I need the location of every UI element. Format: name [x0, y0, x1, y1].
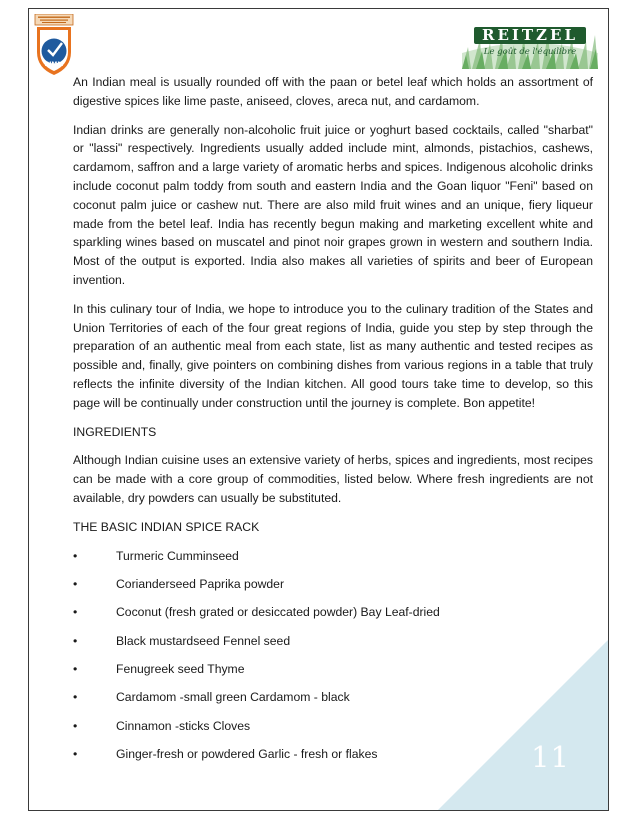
institute-logo — [33, 14, 75, 76]
bullet: • — [73, 690, 78, 705]
bullet: • — [73, 605, 78, 620]
bullet: • — [73, 747, 78, 762]
list-item — [73, 717, 593, 745]
spice-item: Corianderseed Paprika powder — [116, 576, 285, 591]
page-number: 11 — [531, 740, 570, 774]
list-item — [73, 575, 593, 603]
spice-item: Coconut (fresh grated or desiccated powder) Bay Leaf-dried — [116, 605, 440, 620]
bullet: • — [73, 718, 78, 733]
list-item — [73, 632, 593, 660]
spice-item: Black mustardseed Fennel seed — [116, 633, 291, 648]
culinary-tour-paragraph: In this culinary tour of India, we hope to introduce you to the culinary tradition of the States and Union Territories of each of the four great regions of India, guide you step by step through the preparation of an authentic meal from each state, list as many authentic and tested recipes as possible and, finally, give pointers on combining dishes from various regions in a table that truly reflects the infinite diversity of the Indian kitchen. All good tours take time to develop, so this page will be continually under construction until the journey is complete. Bon appetite! — [73, 301, 593, 410]
list-item — [73, 547, 593, 575]
list-item — [73, 688, 593, 716]
logo-text: BIMM — [44, 61, 64, 68]
spice-item: Turmeric Cumminseed — [116, 548, 239, 563]
ingredients-paragraph: Although Indian cuisine uses an extensive variety of herbs, spices and ingredients, most recipes can be made with a core group of commodities, listed below. Where fresh ingredients are not available, dry powders can usually be substituted. — [73, 453, 593, 505]
brand-name: REITZEL — [481, 26, 579, 44]
paan-paragraph: An Indian meal is usually rounded off with the paan or betel leaf which holds an assortment of digestive spices like lime paste, aniseed, cloves, areca nut, and cardamom. — [73, 75, 593, 108]
spice-item: Fenugreek seed Thyme — [116, 662, 245, 677]
spice-item: Cardamom -small green Cardamom - black — [116, 690, 350, 705]
spice-item: Cinnamon -sticks Cloves — [116, 718, 251, 733]
bullet: • — [73, 633, 78, 648]
list-item — [73, 660, 593, 688]
spice-rack-heading: THE BASIC INDIAN SPICE RACK — [73, 519, 260, 534]
list-item — [73, 603, 593, 631]
page-content — [73, 73, 593, 774]
bullet: • — [73, 548, 78, 563]
spice-item: Ginger-fresh or powdered Garlic - fresh or flakes — [116, 747, 378, 762]
drinks-paragraph: Indian drinks are generally non-alcoholic fruit juice or yoghurt based cocktails, called "sharbat" or "lassi" respectively. Ingredients usually added include mint, almonds, pistachios, cashews, cardamom, saffron and a large variety of aromatic herbs and spices. Indigenous alcoholic drinks include coconut palm toddy from south and eastern India and the Goan liquor "Feni" based on coconut palm juice or cashew nut. There are also mild fruit wines and an unique, fiery liqueur made from the betel leaf. India has recently begun making and marketing excellent white and sparkling wines based on muscatel and pinot noir grapes grown in western and southern India. Most of the output is exported. India also makes all varieties of spirits and beer of European invention. — [73, 122, 593, 287]
list-item — [73, 745, 593, 773]
spice-list — [73, 547, 593, 774]
brand-tagline: Le goût de l'équilibre — [483, 47, 577, 57]
reitzel-logo — [462, 23, 598, 69]
bullet: • — [73, 662, 78, 677]
ingredients-heading: INGREDIENTS — [73, 424, 157, 439]
bullet: • — [73, 576, 78, 591]
